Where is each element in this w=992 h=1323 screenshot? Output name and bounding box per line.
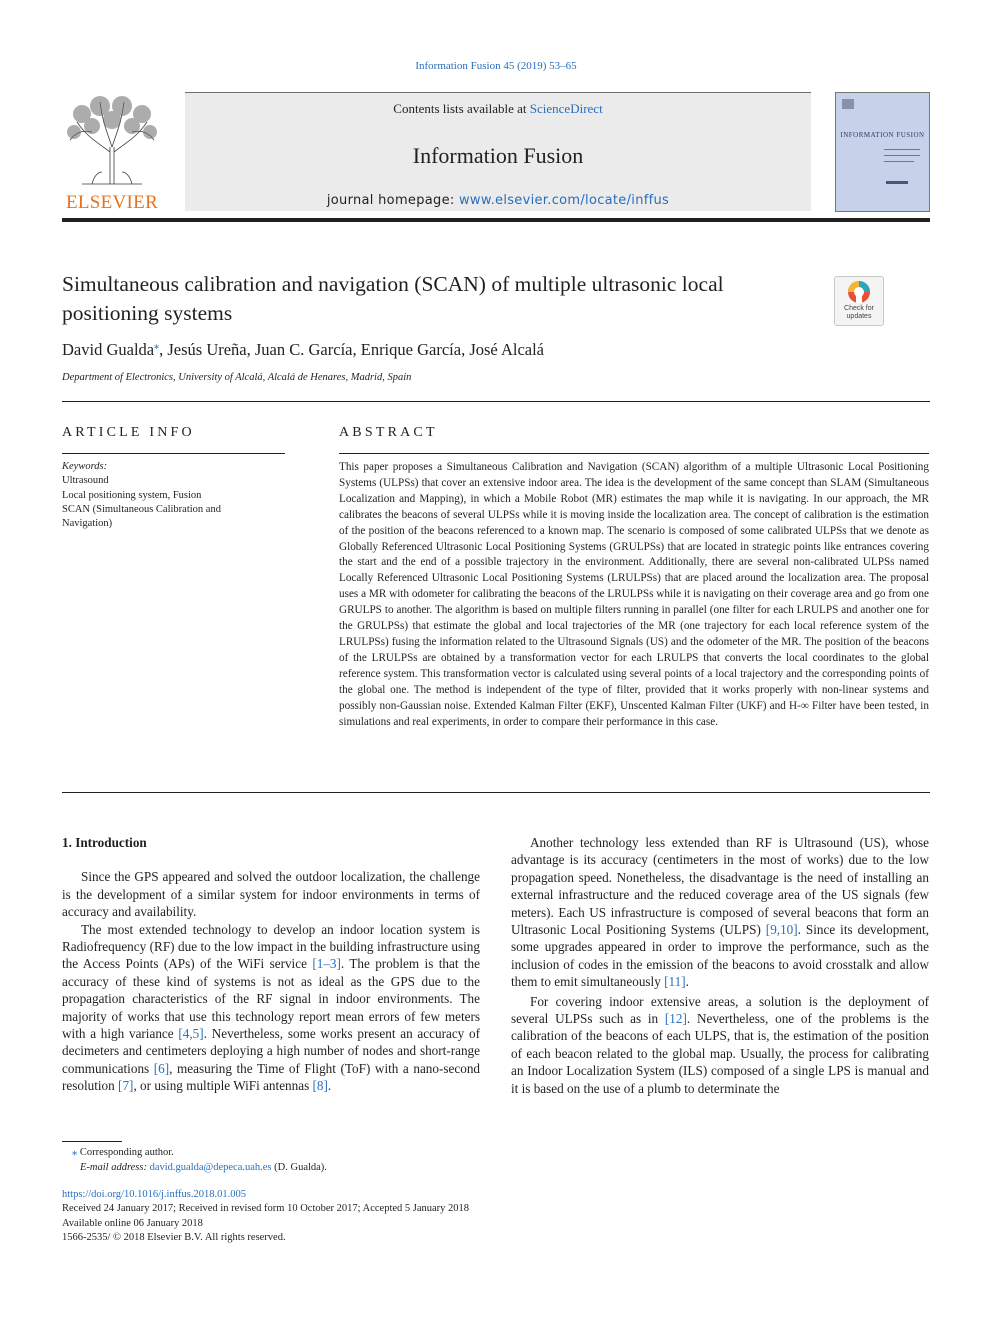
section-rule — [62, 401, 930, 402]
contents-line — [185, 101, 811, 117]
paragraph-text: Another technology less extended than RF is Ultrasound (US), whose advantage is its accuracy (centimeters in the most of works) due to the low propagation speed. Nonetheless, the disadvantage is the need of installing an external infrastructure and the reduced coverage area of the US signals (few meters). Each US infrastructure is composed of several beacons that form an Ultrasonic Local Positioning Systems (ULPS) — [511, 835, 929, 938]
keywords-label: Keywords: — [62, 461, 108, 472]
crossmark-label: Check for updates — [844, 305, 874, 320]
copyright: 1566-2535/ © 2018 Elsevier B.V. All rights reserved. — [62, 1231, 286, 1243]
check-for-updates-badge[interactable] — [834, 276, 884, 326]
article-title: Simultaneous calibration and navigation (SCAN) of multiple ultrasonic local positioning systems — [62, 272, 724, 325]
homepage-line — [185, 193, 811, 208]
header-rule — [62, 218, 930, 222]
section-title: 1. Introduction — [62, 835, 147, 850]
footnote-block — [62, 1146, 327, 1175]
corresponding-note — [62, 1146, 327, 1161]
keywords-block — [62, 460, 272, 531]
keyword-item: Local positioning system, Fusion — [62, 489, 202, 501]
cover-line — [884, 155, 920, 156]
author-name[interactable]: Jesús Ureña — [167, 340, 247, 359]
journal-header — [185, 92, 811, 211]
doi-link[interactable]: https://doi.org/10.1016/j.inffus.2018.01.005 — [62, 1189, 246, 1200]
homepage-link[interactable]: www.elsevier.com/locate/inffus — [458, 193, 670, 208]
cover-line — [884, 149, 920, 150]
author-name[interactable]: Juan C. García — [254, 340, 353, 359]
paragraph-text: . Nevertheless, one of the problems is the calibration of the beacons of each ULPS, that is, the estimation of the position of each beacon related to the global map. Usually, the process for calibrating an Indoor Localization System (ILS) composed of a single LPS is manual and it is based on the use of a plumb to determinate the — [511, 1011, 929, 1096]
abstract-heading: ABSTRACT — [339, 425, 438, 440]
citation-link[interactable]: [11] — [664, 974, 686, 990]
paragraph-text: . — [327, 1078, 332, 1094]
paragraph-text: . — [685, 974, 689, 990]
author-name[interactable]: Enrique García — [360, 340, 462, 359]
article-info-heading: ARTICLE INFO — [62, 425, 195, 440]
paragraph-text: . Since its development, some upgrades appeared in order to improve the performance, such as the inclusion of codes in the emission of the beacons to avoid crosstalk and allow them to emit simultaneously — [511, 922, 929, 990]
cover-line — [884, 161, 914, 162]
paragraph-text: , or using multiple WiFi antennas — [133, 1078, 313, 1094]
received-dates: Received 24 January 2017; Received in revised form 10 October 2017; Accepted 5 January 2018 — [62, 1203, 470, 1215]
affiliation: Department of Electronics, University of Alcalá, Alcalá de Henares, Madrid, Spain — [62, 372, 412, 383]
paragraph-text: . The problem is that the accuracy of these kind of systems is not as ideal as the GPS due to the propagation characteristics of the RF signal in indoor environments. The majority of works that use this technology report mean errors of few meters with a high variance — [62, 956, 480, 1042]
spacer — [62, 851, 480, 868]
crossmark-icon — [835, 277, 883, 307]
abstract-end-rule — [62, 792, 930, 793]
journal-title: Information Fusion — [412, 143, 584, 168]
cover-title: INFORMATION FUSION — [840, 131, 925, 139]
citation-link[interactable]: [4,5] — [178, 1026, 204, 1042]
author-name[interactable]: José Alcalá — [469, 340, 544, 359]
corresponding-label: Corresponding author. — [79, 1147, 174, 1158]
citation-link[interactable]: [1–3] — [312, 956, 341, 972]
paragraph: Since the GPS appeared and solved the outdoor localization, the challenge is the development of a similar system for indoor environments in terms of accuracy and availability. — [62, 869, 480, 920]
abstract-rule — [339, 453, 929, 454]
citation-link[interactable]: [8] — [312, 1078, 328, 1094]
left-column — [62, 834, 480, 1095]
email-note — [62, 1161, 327, 1176]
cover-line — [886, 181, 908, 184]
cover-logo — [842, 99, 854, 109]
keyword-item: Ultrasound — [62, 475, 109, 487]
paragraph — [511, 993, 929, 1097]
citation-link[interactable]: [9,10] — [765, 922, 798, 938]
keyword-item: SCAN (Simultaneous Calibration and Navigation) — [62, 503, 221, 530]
footnote-rule — [62, 1141, 122, 1142]
sciencedirect-link[interactable]: ScienceDirect — [529, 101, 603, 116]
article-info-rule — [62, 453, 285, 454]
author-list: David Gualda⁎, Jesús Ureña, Juan C. García, Enrique García, José Alcalá — [62, 340, 544, 359]
abstract-text: This paper proposes a Simultaneous Calibration and Navigation (SCAN) algorithm of a multiple Ultrasonic Local Positioning Systems (ULPSs) that cover an extensive indoor area. The idea is the development of the same concept than SLAM (Simultaneous Localization and Mapping), in which a Mobile Robot (MR) estimates the map while it is navigating. In our approach, the MR calibrates the beacons of several ULPSs while it is moving inside the localization area. The concept of calibration is the estimation of the position of the beacons referenced to a known map. The scenario is composed of some calibrated ULPSs that we denote as Globally Referenced Ultrasonic Local Positioning Systems (GRULPSs) that are located in strategic points like entrances covering the start and the end of a possible trajectory in the environment. Additionally, there are several non-calibrated ULPSs named Locally Referenced Ultrasonic Local Positioning Systems (LRULPSs) that are placed around the localization area. The proposal uses a MR with odometer for calibrating the beacons of the LRULPSs while it is navigating on their coverage area and go from one GRULPS to another. The algorithm is based on multiple filters running in parallel (one filter for each LRULPS and another one for the GRULPSs) that estimate the global and local trajectories of the MR (one trajectory for each local reference system of the LRULPSs) fusing the information related to the Ultrasound Signals (US) and the odometer of the MR. The position of the beacons of the LRULPSs are obtained by a transformation vector for each LRULPS that converts the local coordinates to the global reference system. This transformation vector is calculated using several points of a local trajectory and the corresponding points of the global one. The method is independent of the type of filter, provided that it works properly with non-linear systems and possibly non-Gaussian noise. Extended Kalman Filter (EKF), Unscented Kalman Filter (UKF) and H-∞ Filter have been tested, in simulations and real experiments, in order to compare their performance in this case. — [339, 461, 929, 728]
available-online: Available online 06 January 2018 — [62, 1217, 203, 1229]
paragraph-text: , measuring the Time of Flight (ToF) with a nano-second resolution — [62, 1060, 481, 1094]
paragraph-text: For covering indoor extensive areas, a solution is the deployment of several ULPSs such as in — [511, 993, 929, 1027]
elsevier-logo — [62, 92, 162, 212]
citation-link[interactable]: [12] — [664, 1011, 687, 1027]
paragraph-text: The most extended technology to develop an indoor location system is Radiofrequency (RF) due to the low impact in the building infrastructure using the Access Points (APs) of the WiFi service — [62, 921, 480, 972]
author-name[interactable]: David Gualda — [62, 340, 155, 359]
paragraph — [511, 834, 929, 991]
email-suffix: (D. Gualda). — [271, 1161, 327, 1173]
author-mark[interactable]: ⁎ — [154, 340, 160, 352]
article-metadata — [62, 1188, 469, 1245]
paragraph-text: . Nevertheless, some works present an accuracy of decimeters and centimeters deploying a high number of nodes and short-range communications — [62, 1026, 480, 1076]
citation-link[interactable]: [6] — [153, 1060, 170, 1076]
journal-reference[interactable]: Information Fusion 45 (2019) 53–65 — [415, 60, 577, 72]
footnote-mark: ⁎ — [72, 1147, 80, 1158]
email-label: E-mail address: — [80, 1161, 150, 1173]
contents-label: Contents lists available at — [393, 101, 530, 116]
journal-cover[interactable] — [835, 92, 930, 212]
right-column — [511, 834, 929, 1097]
citation-link[interactable]: [7] — [118, 1078, 134, 1094]
email-link[interactable]: david.gualda@depeca.uah.es — [149, 1161, 272, 1173]
homepage-label: journal homepage: — [326, 193, 459, 208]
paragraph — [62, 921, 480, 1095]
elsevier-wordmark: ELSEVIER — [65, 192, 159, 213]
